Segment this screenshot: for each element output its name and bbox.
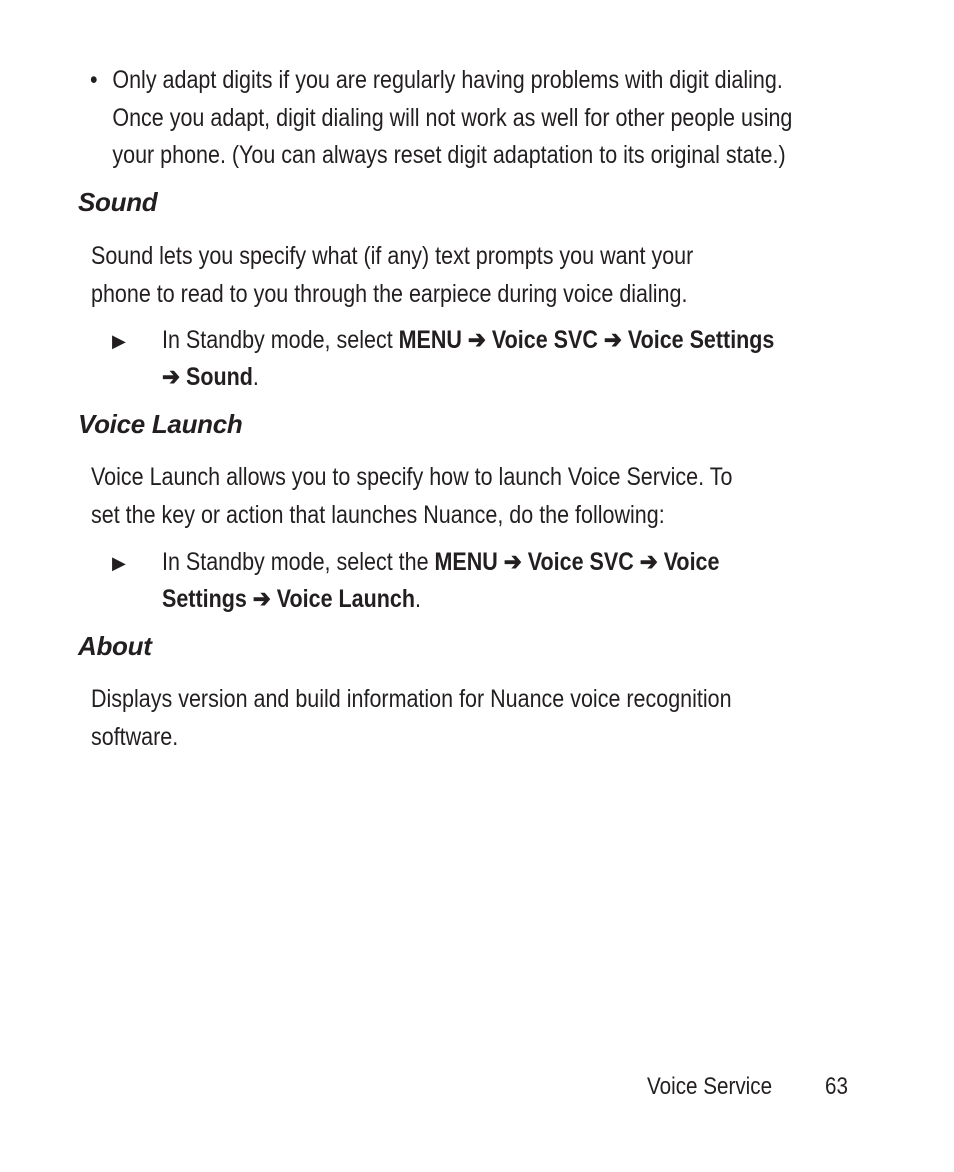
- sound-step-text: [162, 322, 850, 396]
- menu-path-voice-svc: Voice SVC: [491, 326, 598, 354]
- tip-line-2: Once you adapt, digit dialing will not work as well for other people using: [112, 103, 793, 132]
- step-arrow-icon: ▶: [112, 331, 126, 351]
- voice-launch-desc-line-2: set the key or action that launches Nuance, do the following:: [91, 500, 665, 529]
- menu-path-menu: MENU: [434, 548, 498, 576]
- voice-launch-description: [91, 459, 865, 534]
- path-separator: ➔: [597, 326, 628, 354]
- tip-line-1: Only adapt digits if you are regularly having problems with digit dialing.: [112, 66, 783, 94]
- menu-path-settings: Settings: [162, 585, 247, 613]
- path-separator: ➔: [461, 326, 492, 354]
- step-period: .: [414, 585, 421, 613]
- path-separator: ➔: [246, 585, 277, 613]
- about-description: [91, 681, 865, 756]
- voice-launch-step-text: [162, 544, 850, 618]
- footer-section-title: Voice Service: [647, 1073, 773, 1100]
- sound-desc-line-2: phone to read to you through the earpiece during voice dialing.: [91, 279, 688, 308]
- tip-bullet: [90, 62, 864, 175]
- sound-description: [91, 238, 865, 313]
- sound-desc-line-1: Sound lets you specify what (if any) text prompts you want your: [91, 242, 694, 270]
- step-arrow-icon: ▶: [112, 553, 126, 573]
- path-separator: ➔: [497, 548, 528, 576]
- step-prefix: In Standby mode, select the: [162, 548, 435, 576]
- about-heading: About: [78, 631, 152, 661]
- tip-text: [112, 62, 864, 175]
- sound-heading: Sound: [78, 187, 158, 217]
- menu-path-menu: MENU: [398, 326, 462, 354]
- tip-line-3: your phone. (You can always reset digit adaptation to its original state.): [112, 141, 786, 169]
- step-prefix: In Standby mode, select: [162, 326, 399, 354]
- path-separator: ➔: [633, 548, 664, 576]
- path-separator: ➔: [162, 363, 186, 391]
- about-desc-line-1: Displays version and build information for Nuance voice recognition: [91, 685, 732, 713]
- menu-path-sound: Sound: [185, 363, 253, 391]
- page-number: 63: [825, 1073, 848, 1100]
- menu-path-voice-settings: Voice Settings: [627, 326, 775, 354]
- menu-path-voice: Voice: [663, 548, 720, 576]
- voice-launch-desc-line-1: Voice Launch allows you to specify how to launch Voice Service. To: [91, 463, 733, 491]
- bullet-marker: •: [90, 66, 98, 94]
- about-desc-line-2: software.: [91, 722, 179, 751]
- voice-launch-heading: Voice Launch: [78, 409, 243, 439]
- menu-path-voice-launch: Voice Launch: [276, 585, 415, 613]
- step-period: .: [252, 363, 259, 391]
- menu-path-voice-svc: Voice SVC: [527, 548, 634, 576]
